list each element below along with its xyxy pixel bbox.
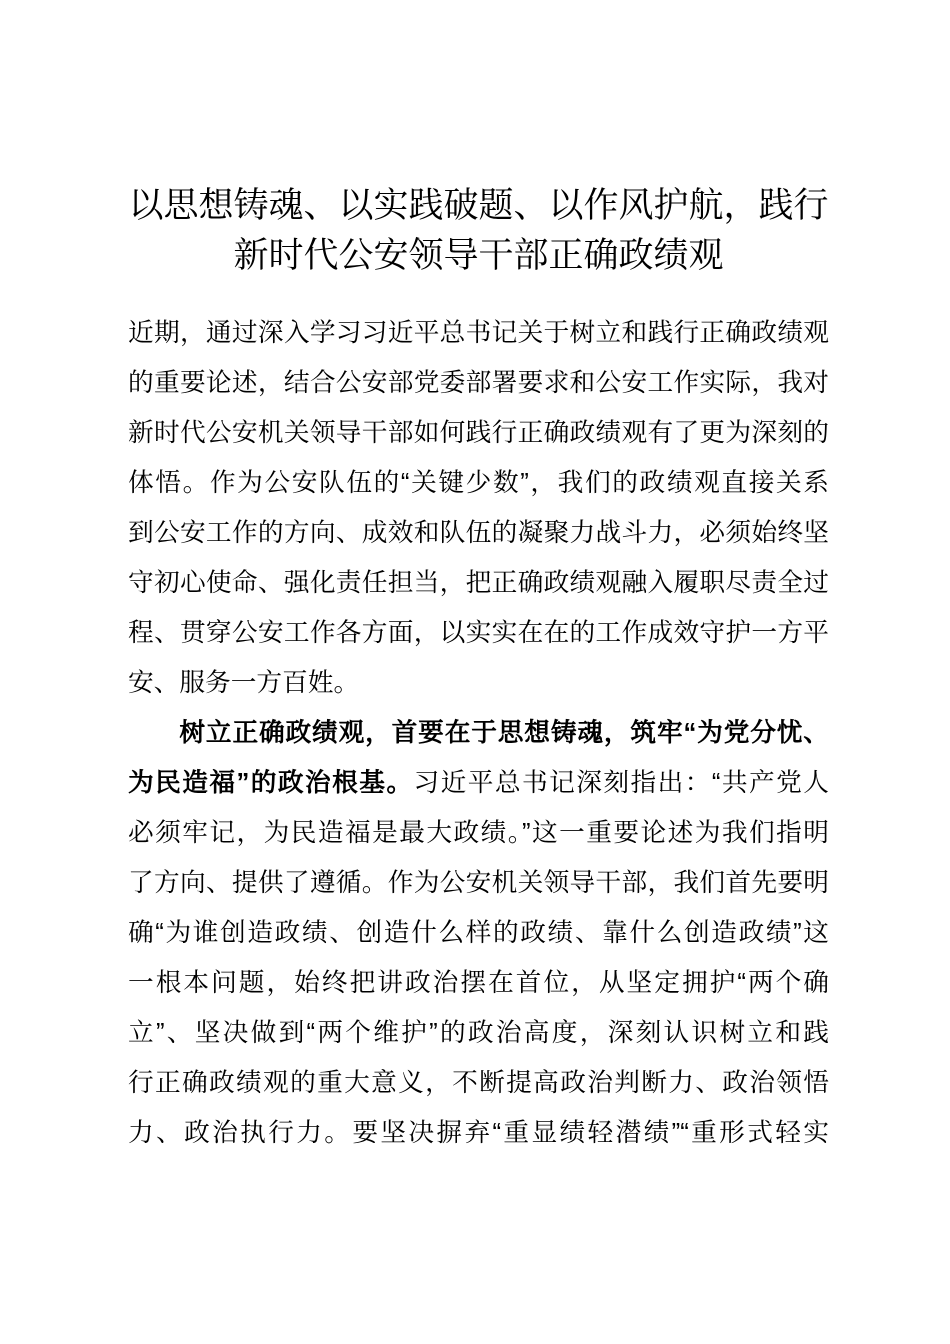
- text-segment: 的重要论述，结合公安部党委部署要求和公安工作实际，我对: [128, 369, 829, 397]
- text-line: [128, 1058, 829, 1108]
- text-segment: 体悟。作为公安队伍的“关键少数”，我们的政绩观直接关系: [128, 469, 829, 497]
- text-line: [128, 858, 829, 908]
- text-segment: 守初心使命、强化责任担当，把正确政绩观融入履职尽责全过: [128, 569, 829, 597]
- text-line: [128, 1108, 829, 1158]
- text-segment: 必须牢记，为民造福是最大政绩。”这一重要论述为我们指明: [128, 819, 829, 847]
- text-line: [128, 958, 829, 1008]
- text-segment: 近期，通过深入学习习近平总书记关于树立和践行正确政绩观: [128, 319, 829, 347]
- text-line: [128, 608, 829, 658]
- text-line: [128, 358, 829, 408]
- text-segment: 力、政治执行力。要坚决摒弃“重显绩轻潜绩”“重形式轻实: [128, 1119, 829, 1147]
- text-segment: 新时代公安机关领导干部如何践行正确政绩观有了更为深刻的: [128, 419, 829, 447]
- text-segment: 确“为谁创造政绩、创造什么样的政绩、靠什么创造政绩”这: [128, 919, 829, 947]
- document-body: [128, 308, 829, 1158]
- text-segment: 习近平总书记深刻指出：“共产党人: [413, 769, 829, 797]
- text-segment-bold: 树立正确政绩观，首要在于思想铸魂，筑牢“为党分忧、: [179, 719, 829, 747]
- document-title-line-2: 新时代公安领导干部正确政绩观: [233, 236, 724, 275]
- document-title: [128, 181, 829, 281]
- text-line: [128, 408, 829, 458]
- text-line: [128, 508, 829, 558]
- text-line: [128, 458, 829, 508]
- text-segment: 程、贯穿公安工作各方面，以实实在在的工作成效守护一方平: [128, 619, 829, 647]
- text-segment: 立”、坚决做到“两个维护”的政治高度，深刻认识树立和践: [128, 1019, 829, 1047]
- text-segment: 行正确政绩观的重大意义，不断提高政治判断力、政治领悟: [128, 1069, 829, 1097]
- text-line: [128, 908, 829, 958]
- text-line: [128, 808, 829, 858]
- text-line: [128, 658, 829, 708]
- text-line: [128, 558, 829, 608]
- text-segment-bold: 为民造福”的政治根基。: [128, 769, 414, 797]
- text-line: [128, 758, 829, 808]
- text-line: [128, 308, 829, 358]
- text-segment: 一根本问题，始终把讲政治摆在首位，从坚定拥护“两个确: [128, 969, 829, 997]
- text-segment: 了方向、提供了遵循。作为公安机关领导干部，我们首先要明: [128, 869, 829, 897]
- text-line: [128, 1008, 829, 1058]
- text-line: [128, 708, 829, 758]
- document-title-line-1: 以思想铸魂、以实践破题、以作风护航，践行: [128, 186, 829, 225]
- text-segment: 到公安工作的方向、成效和队伍的凝聚力战斗力，必须始终坚: [128, 519, 829, 547]
- text-segment: 安、服务一方百姓。: [128, 669, 360, 697]
